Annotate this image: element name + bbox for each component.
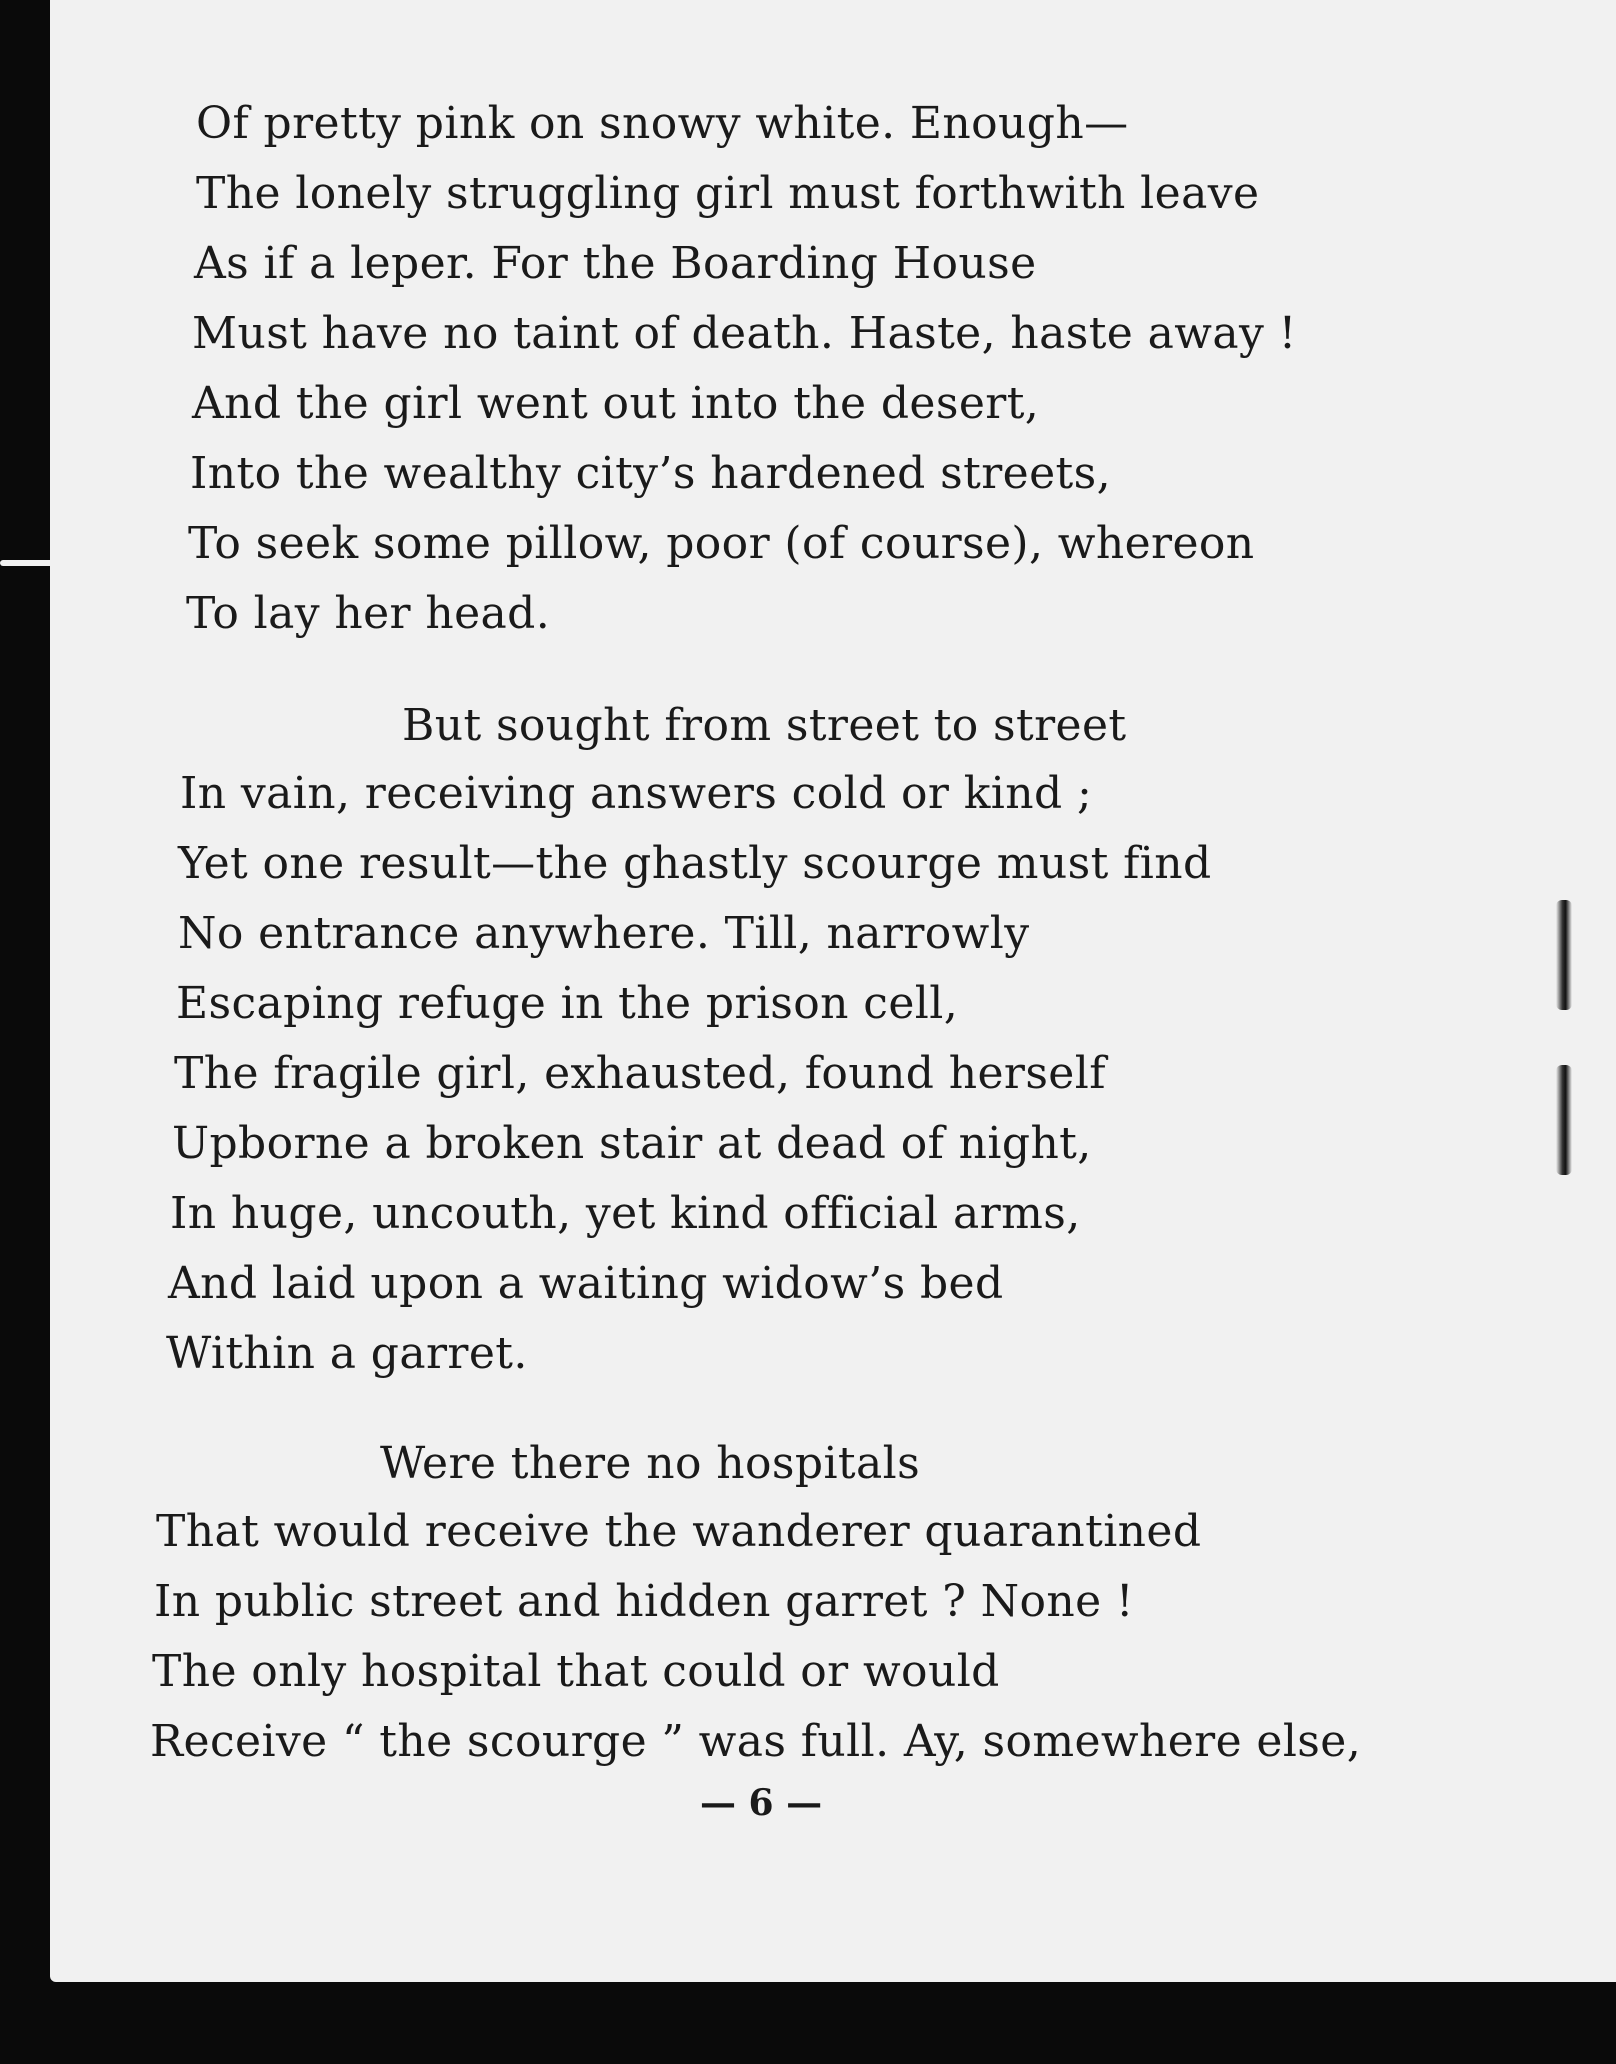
poem-line: Into the wealthy city’s hardened streets,: [190, 448, 1111, 499]
page-number: — 6 —: [700, 1782, 823, 1824]
poem-line: To seek some pillow, poor (of course), whereon: [188, 518, 1255, 569]
poem-line: To lay her head.: [186, 588, 551, 639]
poem-line: Receive “ the scourge ” was full. Ay, somewhere else,: [150, 1716, 1362, 1767]
poem-line: As if a leper. For the Boarding House: [194, 238, 1037, 289]
poem-line: But sought from street to street: [402, 700, 1127, 751]
poem-line: Were there no hospitals: [380, 1438, 921, 1489]
poem-line: And the girl went out into the desert,: [192, 378, 1040, 429]
poem-line: In vain, receiving answers cold or kind ;: [180, 768, 1093, 819]
poem-line: In huge, uncouth, yet kind official arms,: [170, 1188, 1081, 1239]
binding-mark: [1556, 900, 1572, 1010]
paper-sheet: [50, 0, 1616, 1982]
page-edge-notch: [0, 560, 62, 566]
poem-line: Upborne a broken stair at dead of night,: [172, 1118, 1092, 1169]
poem-line: The fragile girl, exhausted, found herself: [174, 1048, 1106, 1099]
poem-line: Of pretty pink on snowy white. Enough—: [196, 98, 1129, 149]
poem-line: The only hospital that could or would: [152, 1646, 1000, 1697]
poem-line: That would receive the wanderer quarantined: [156, 1506, 1202, 1557]
poem-line: The lonely struggling girl must forthwith leave: [196, 168, 1260, 219]
poem-line: And laid upon a waiting widow’s bed: [168, 1258, 1004, 1309]
poem-line: Yet one result—the ghastly scourge must find: [178, 838, 1212, 889]
binding-mark: [1556, 1065, 1572, 1175]
poem-line: Must have no taint of death. Haste, haste away !: [192, 308, 1297, 359]
poem-line: Within a garret.: [166, 1328, 528, 1379]
poem-line: No entrance anywhere. Till, narrowly: [178, 908, 1030, 959]
poem-text: [50, 0, 1616, 1982]
poem-line: Escaping refuge in the prison cell,: [176, 978, 959, 1029]
poem-line: In public street and hidden garret ? None !: [154, 1576, 1135, 1627]
